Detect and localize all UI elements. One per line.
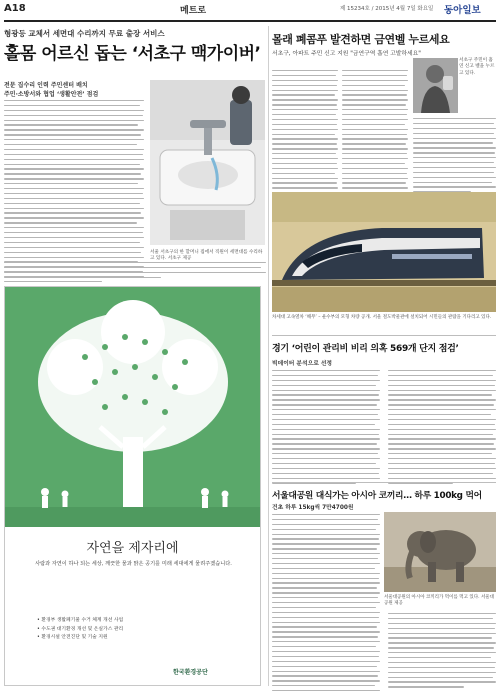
column-divider [268, 26, 269, 686]
train-photo-caption: 차세대 고속열차 ‘해무’ – 운수부의 모형 차량 공개. 서울 철도박물관에 설치되어 시민들의 관람을 기다리고 있다. [272, 315, 492, 320]
water-repair-photo-caption: 서울 서초구의 한 할머니 집에서 직원이 세면대를 수리하고 있다. 서초구 제공 [150, 250, 263, 262]
ad-title: 자연을 제자리에 [86, 541, 179, 556]
section-name: 메트로 [180, 6, 207, 16]
section-divider [272, 482, 496, 483]
page-number: A18 [4, 3, 26, 14]
right-top-body-col3 [413, 118, 496, 196]
right-middle-body-col2 [388, 370, 496, 487]
left-article-headline: 홀몸 어르신 돕는 ‘서초구 맥가이버’ [4, 44, 261, 64]
right-bottom-body-col2 [388, 613, 496, 691]
ad-list-item: • 환경부 생활폐기물 수거 체계 개선 사업 [37, 618, 124, 623]
ad-list-item: • 수도권 대기환경 개선 및 온실가스 관리 [37, 626, 124, 632]
left-article-subheading-1: 전문 집수리 인력 주민센터 배치 [4, 82, 88, 89]
right-top-body-col1 [272, 70, 338, 212]
page-header [0, 0, 500, 24]
header-rule [4, 20, 496, 22]
right-middle-body-col1 [272, 370, 380, 487]
elephant-photo-caption: 서울대공원의 아시아 코끼리가 먹이를 먹고 있다. 서울대공원 제공 [384, 595, 494, 607]
train-photo [272, 192, 496, 312]
tree-of-people-illustration [5, 287, 261, 527]
left-article-body-col1 [4, 100, 144, 286]
bell-photo-caption: 서초구 주민이 흡연 신고 벨을 누르고 있다. [459, 58, 495, 76]
right-bottom-subheading: 건초 하루 15kg씩 7만4700원 [272, 505, 354, 511]
ad-logo: 한국환경공단 [173, 669, 208, 676]
right-top-body-col2 [342, 70, 408, 207]
elephant-photo-illustration [384, 512, 496, 592]
ad-body: 사람과 자연이 하나 되는 세상, 깨끗한 물과 맑은 공기를 미래 세대에게 물려주겠습니다. [35, 561, 232, 567]
left-article-subheading-2: 주민·소방서와 협업 ‘생활안전’ 점검 [4, 91, 99, 98]
right-top-headline: 몰래 폐콤푸 발견하면 금연벨 누르세요 [272, 33, 450, 46]
right-top-subheading: 서초구, 아파트 주민 신고 지원 "금연구역 흡연 고발하세요" [272, 51, 421, 57]
ad-list-item: • 환경시설 안전진단 및 기술 지원 [37, 635, 108, 640]
right-bottom-headline: 서울대공원 대식가는 아시아 코끼리… 하루 100kg 먹어 [272, 491, 482, 501]
water-repair-illustration [150, 80, 265, 245]
bell-photo-illustration [413, 58, 458, 113]
section-divider [272, 335, 496, 336]
bell-photo [413, 58, 458, 113]
right-middle-subheading: 빅데이터 분석으로 선정 [272, 361, 333, 367]
train-photo-illustration [272, 192, 496, 312]
right-middle-headline: 경기 ‘어린이 관리비 비리 의혹 569개 단지 점검’ [272, 344, 459, 354]
ad-tree-panel [5, 287, 260, 527]
water-repair-photo [150, 80, 265, 245]
left-article-eyebrow: 형광등 교체서 세면대 수리까지 무료 출장 서비스 [4, 29, 165, 38]
elephant-photo [384, 512, 496, 592]
issue-info: 제 15234호 / 2015년 4월 7일 화요일 [340, 6, 434, 12]
advertisement [4, 286, 261, 686]
ad-list [37, 617, 237, 643]
right-bottom-body-col1 [272, 514, 380, 691]
left-article-body-col2 [4, 262, 266, 282]
newspaper-logo: 동아일보 [444, 5, 481, 16]
